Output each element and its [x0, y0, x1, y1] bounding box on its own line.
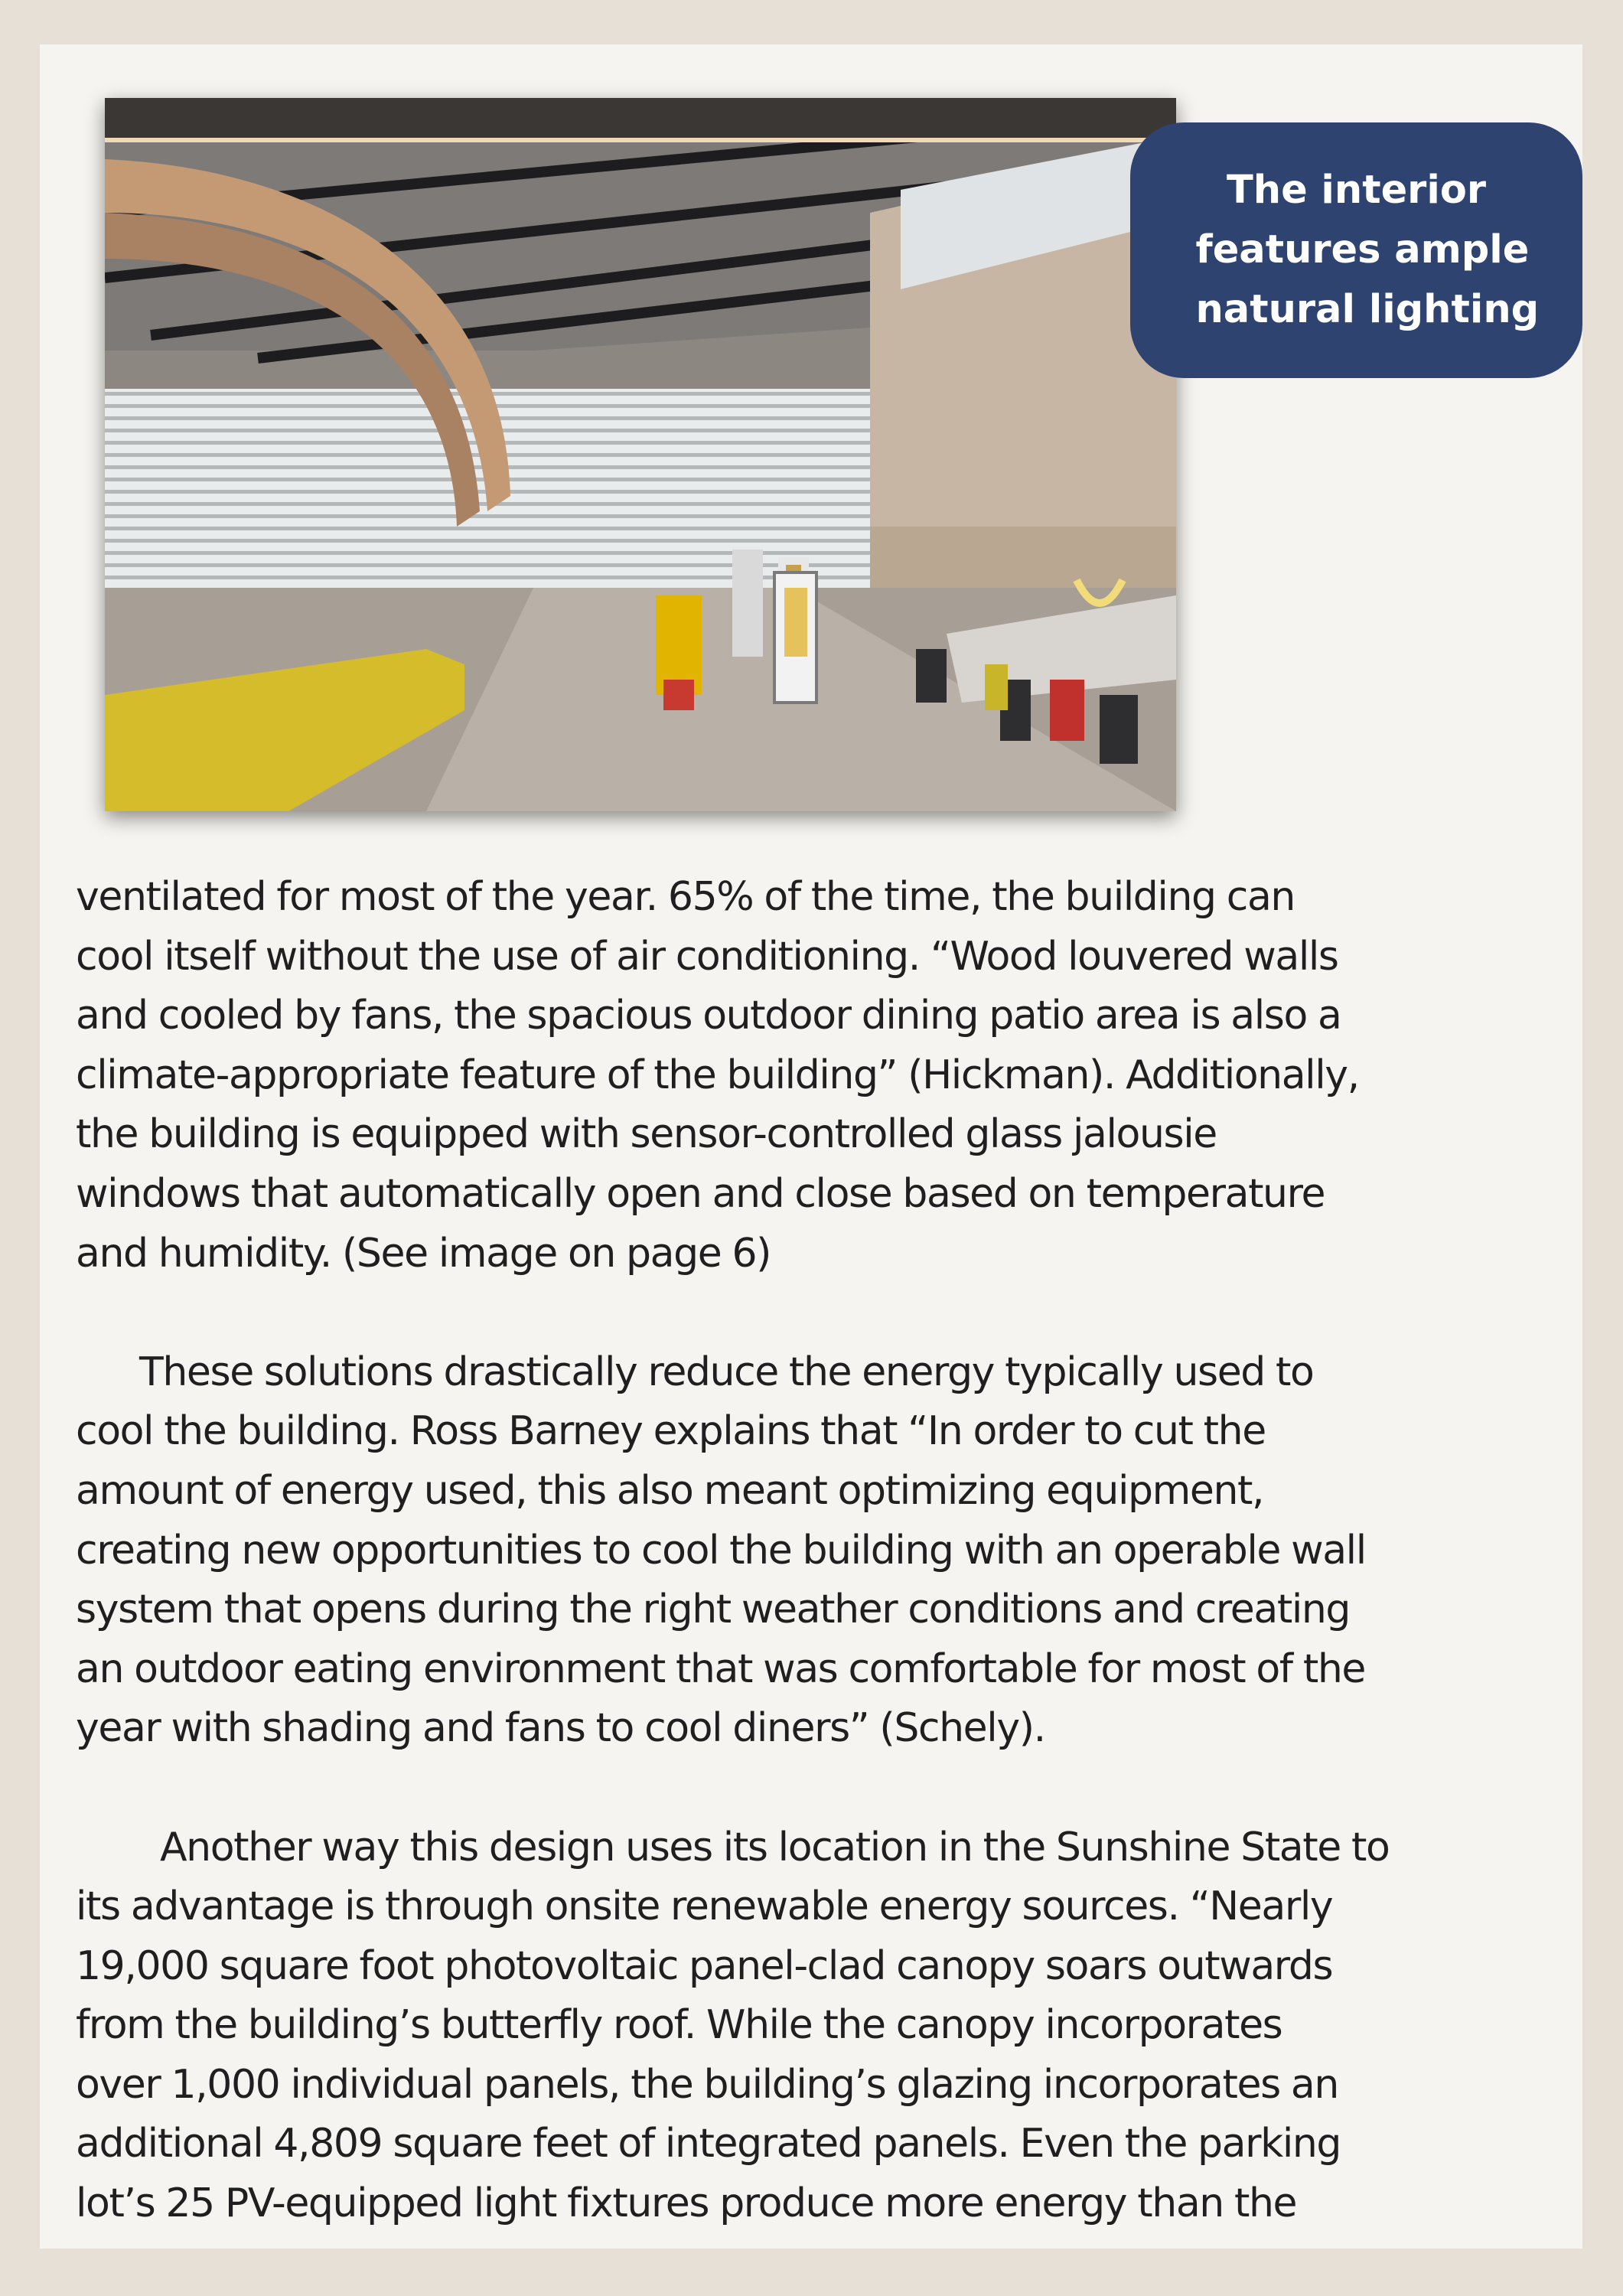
text-line: and humidity. (See image on page 6)	[76, 1230, 771, 1277]
text-line: an outdoor eating environment that was comfortable for most of the	[76, 1645, 1365, 1692]
text-line: 19,000 square foot photovoltaic panel-clad canopy soars outwards	[76, 1942, 1333, 1989]
paragraph-1	[76, 868, 1576, 1283]
text-line: its advantage is through onsite renewable energy sources. “Nearly	[76, 1883, 1333, 1930]
caption-line: features ample	[1195, 227, 1530, 272]
text-line: windows that automatically open and close based on temperature	[76, 1170, 1325, 1217]
caption-callout	[1130, 122, 1582, 378]
text-line: the building is equipped with sensor-controlled glass jalousie	[76, 1111, 1217, 1158]
text-line: climate-appropriate feature of the building” (Hickman). Additionally,	[76, 1052, 1359, 1098]
text-line: system that opens during the right weather conditions and creating	[76, 1587, 1351, 1633]
paragraph-2	[76, 1343, 1576, 1759]
text-line: over 1,000 individual panels, the building’s glazing incorporates an	[76, 2061, 1338, 2108]
text-line: These solutions drastically reduce the energy typically used to	[139, 1349, 1314, 1395]
text-line: year with shading and fans to cool diners” (Schely).	[76, 1705, 1045, 1752]
caption-line: natural lighting	[1195, 287, 1540, 332]
paragraph-3	[76, 1818, 1576, 2234]
document-page	[40, 44, 1582, 2249]
text-line: and cooled by fans, the spacious outdoor dining patio area is also a	[76, 993, 1341, 1039]
text-line: creating new opportunities to cool the building with an operable wall	[76, 1527, 1366, 1574]
text-line: lot’s 25 PV-equipped light fixtures produce more energy than the	[76, 2180, 1297, 2227]
text-line: cool the building. Ross Barney explains that “In order to cut the	[76, 1408, 1266, 1455]
text-line: amount of energy used, this also meant optimizing equipment,	[76, 1467, 1264, 1514]
caption-text	[1195, 161, 1540, 340]
text-line: ventilated for most of the year. 65% of the time, the building can	[76, 874, 1295, 920]
text-line: cool itself without the use of air conditioning. “Wood louvered walls	[76, 933, 1338, 980]
body-text	[76, 868, 1576, 2249]
text-line: additional 4,809 square feet of integrated panels. Even the parking	[76, 2121, 1341, 2167]
text-line: from the building’s butterfly roof. While the canopy incorporates	[76, 2002, 1282, 2049]
caption-line: The interior	[1226, 168, 1487, 213]
text-line: Another way this design uses its location in the Sunshine State to	[160, 1824, 1390, 1870]
restaurant-interior-photo	[105, 98, 1176, 811]
